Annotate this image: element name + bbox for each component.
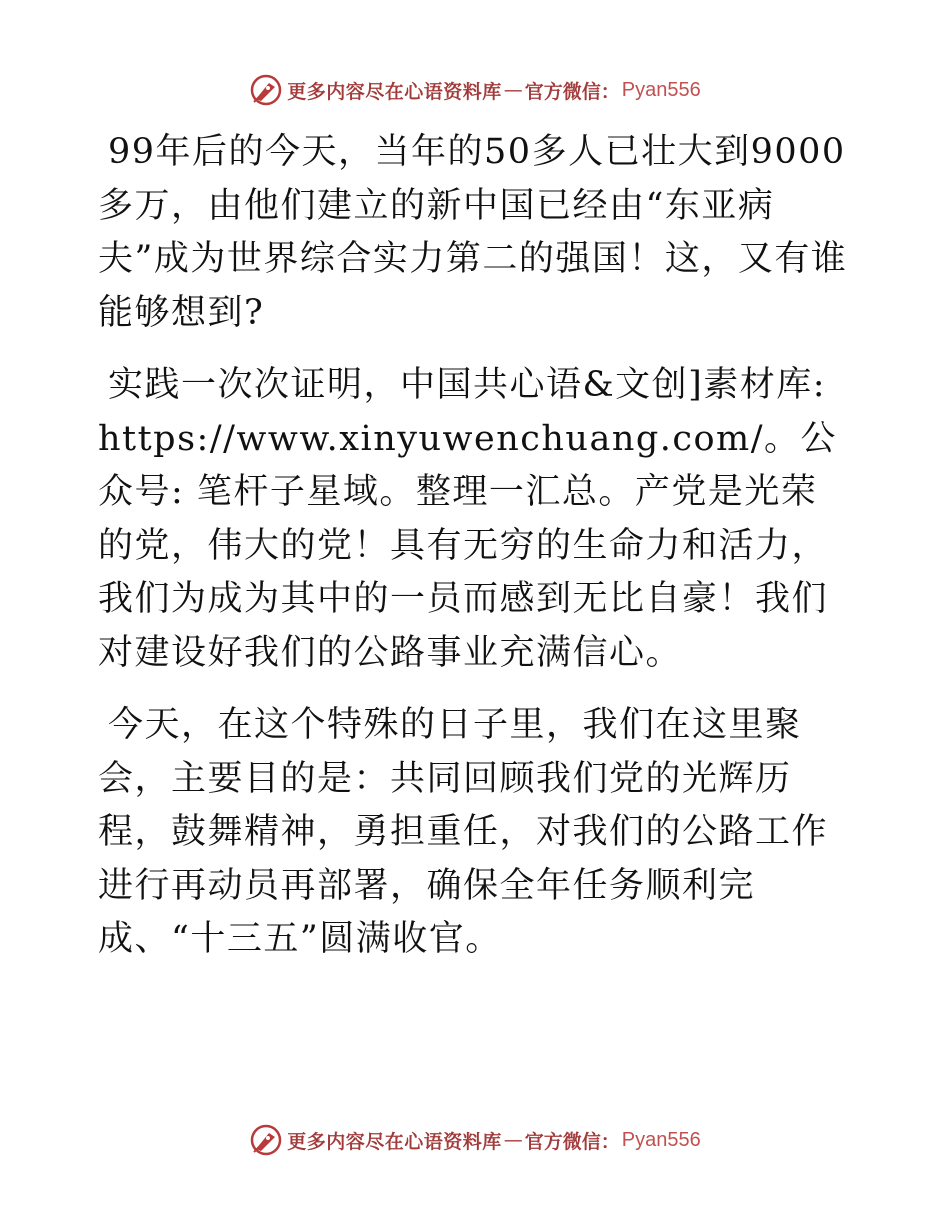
paragraph-2-text: 实践一次次证明，中国共心语&文创]素材库: https://www.xinyuwenchuang.com/。公众号: 笔杆子星域。整理一汇总。产党是光荣的党，伟大的党！具有无穷的生命力和活力，我们为成为其中的一员而感到无比自豪！我们对建设好我们的公路事业充满信心。	[98, 365, 838, 673]
paragraph-2	[98, 359, 852, 680]
paragraph-3-text: 今天，在这个特殊的日子里，我们在这里聚会，主要目的是：共同回顾我们党的光辉历程，鼓舞精神，勇担重任，对我们的公路工作进行再动员再部署，确保全年任务顺利完成、“十三五”圆满收官。	[98, 705, 829, 959]
pen-nib-logo-icon	[249, 73, 283, 107]
footer-wechat-id: Pyan556	[621, 1128, 701, 1151]
banner-wechat-label: 官方微信：	[524, 80, 620, 103]
banner-wechat-id: Pyan556	[621, 78, 701, 101]
footer-wechat-label: 官方微信：	[524, 1130, 620, 1153]
banner-dash: —	[503, 79, 523, 101]
footer-dash: —	[503, 1129, 523, 1151]
footer-site-text: 更多内容尽在心语资料库	[287, 1130, 502, 1153]
banner-site-text: 更多内容尽在心语资料库	[287, 80, 502, 103]
paragraph-3	[98, 699, 852, 967]
paragraph-1	[98, 126, 852, 340]
header-banner	[0, 72, 950, 108]
footer-banner	[0, 1122, 950, 1158]
paragraph-1-text: 99年后的今天，当年的50多人已壮大到9000多万，由他们建立的新中国已经由“东亚病夫”成为世界综合实力第二的强国！这，又有谁能够想到?	[98, 132, 848, 333]
document-body	[98, 126, 852, 986]
pen-nib-logo-icon	[249, 1123, 283, 1157]
